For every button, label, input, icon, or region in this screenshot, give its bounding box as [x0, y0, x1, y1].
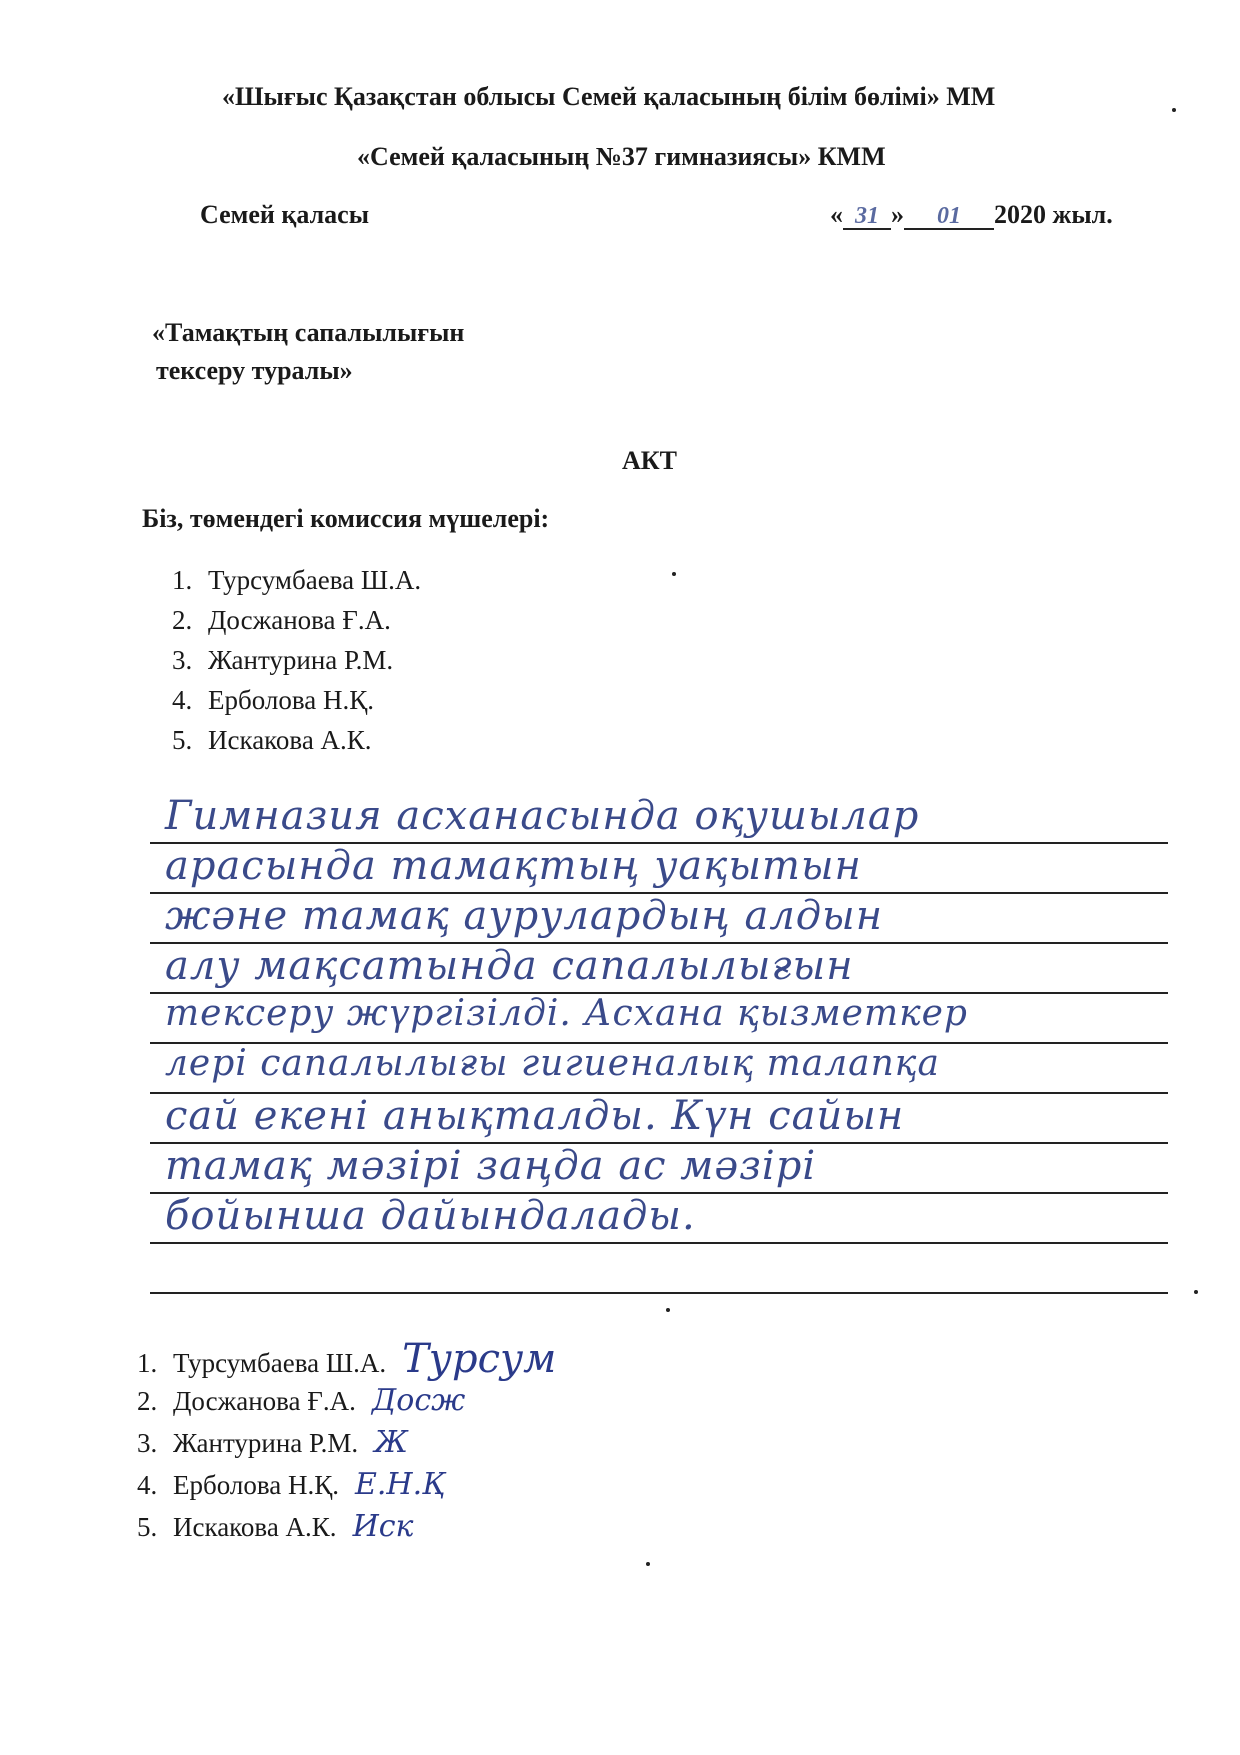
handwritten-line: бойынша дайындалады. [165, 1193, 696, 1239]
scan-speck [666, 1308, 670, 1312]
signer-name: Досжанова Ғ.А. [173, 1386, 356, 1416]
act-title: АКТ [622, 446, 677, 475]
ruled-line [150, 1292, 1168, 1294]
signature: Турсум [402, 1336, 557, 1382]
commission-members-list [172, 560, 421, 760]
organization-header: «Шығыс Қазақстан облысы Семей қаласының білім бөлімі» ММ [222, 82, 996, 111]
handwritten-line: арасында тамақтың уақытын [165, 843, 862, 889]
handwritten-line: лері сапалылығы гигиеналық талапқа [165, 1043, 941, 1084]
member-name: Искакова А.К. [208, 725, 372, 755]
date-open-quote: « [830, 200, 843, 229]
subject-line-1: «Тамақтың сапалылығын [152, 318, 465, 347]
scan-speck [1194, 1290, 1198, 1294]
handwritten-line: сай екені анықталды. Күн сайын [165, 1093, 905, 1139]
handwritten-line: және тамақ аурулардың алдын [165, 893, 884, 939]
subject-line-2: тексеру туралы» [156, 356, 353, 385]
list-item: 1. Турсумбаева Ш.А. [172, 565, 422, 595]
signer-name: Искакова А.К. [173, 1512, 337, 1542]
member-name: Турсумбаева Ш.А. [208, 565, 422, 595]
list-item: 2. Досжанова Ғ.А. [172, 605, 391, 635]
list-item: 3. Жантурина Р.М. Ж [137, 1422, 556, 1464]
date-day-field [843, 202, 891, 230]
signer-name: Жантурина Р.М. [173, 1428, 359, 1458]
list-item: 1. Турсумбаева Ш.А. Турсум [137, 1336, 557, 1382]
place-label: Семей қаласы [200, 200, 369, 229]
intro-text: Біз, төмендегі комиссия мүшелері: [142, 504, 550, 533]
ruled-line [150, 1242, 1168, 1244]
scan-speck [1172, 108, 1176, 112]
list-item: 5. Искакова А.К. [172, 725, 372, 755]
signer-name: Ерболова Н.Қ. [173, 1470, 339, 1500]
signature: Иск [352, 1509, 414, 1544]
signer-name: Турсумбаева Ш.А. [173, 1348, 387, 1378]
date-month: 01 [937, 203, 961, 229]
signature: Е.Н.Қ [354, 1467, 446, 1502]
handwritten-line: тамақ мәзірі заңда ас мәзірі [165, 1143, 817, 1189]
date-year: 2020 жыл. [994, 200, 1113, 229]
school-header: «Семей қаласының №37 гимназиясы» КММ [357, 142, 886, 171]
list-item: 4. Ерболова Н.Қ. [172, 685, 374, 715]
scan-speck [646, 1562, 650, 1566]
handwritten-line: Гимназия асханасында оқушылар [165, 793, 920, 839]
date-day: 31 [855, 203, 879, 229]
member-name: Жантурина Р.М. [208, 645, 394, 675]
signature: Досж [371, 1383, 466, 1418]
member-name: Досжанова Ғ.А. [208, 605, 391, 635]
list-item: 2. Досжанова Ғ.А. Досж [137, 1380, 556, 1422]
handwritten-line: тексеру жүргізілді. Асхана қызметкер [165, 993, 968, 1034]
member-name: Ерболова Н.Қ. [208, 685, 374, 715]
list-item: 5. Искакова А.К. Иск [137, 1506, 556, 1548]
scan-speck [672, 572, 676, 576]
signature: Ж [374, 1425, 408, 1460]
date-close-quote: » [891, 200, 904, 229]
handwritten-line: алу мақсатында сапалылығын [165, 943, 854, 989]
date-block [830, 200, 1113, 230]
date-month-field [904, 202, 994, 230]
list-item: 4. Ерболова Н.Қ. Е.Н.Қ [137, 1464, 556, 1506]
list-item: 3. Жантурина Р.М. [172, 645, 394, 675]
signatures-list [137, 1338, 556, 1548]
